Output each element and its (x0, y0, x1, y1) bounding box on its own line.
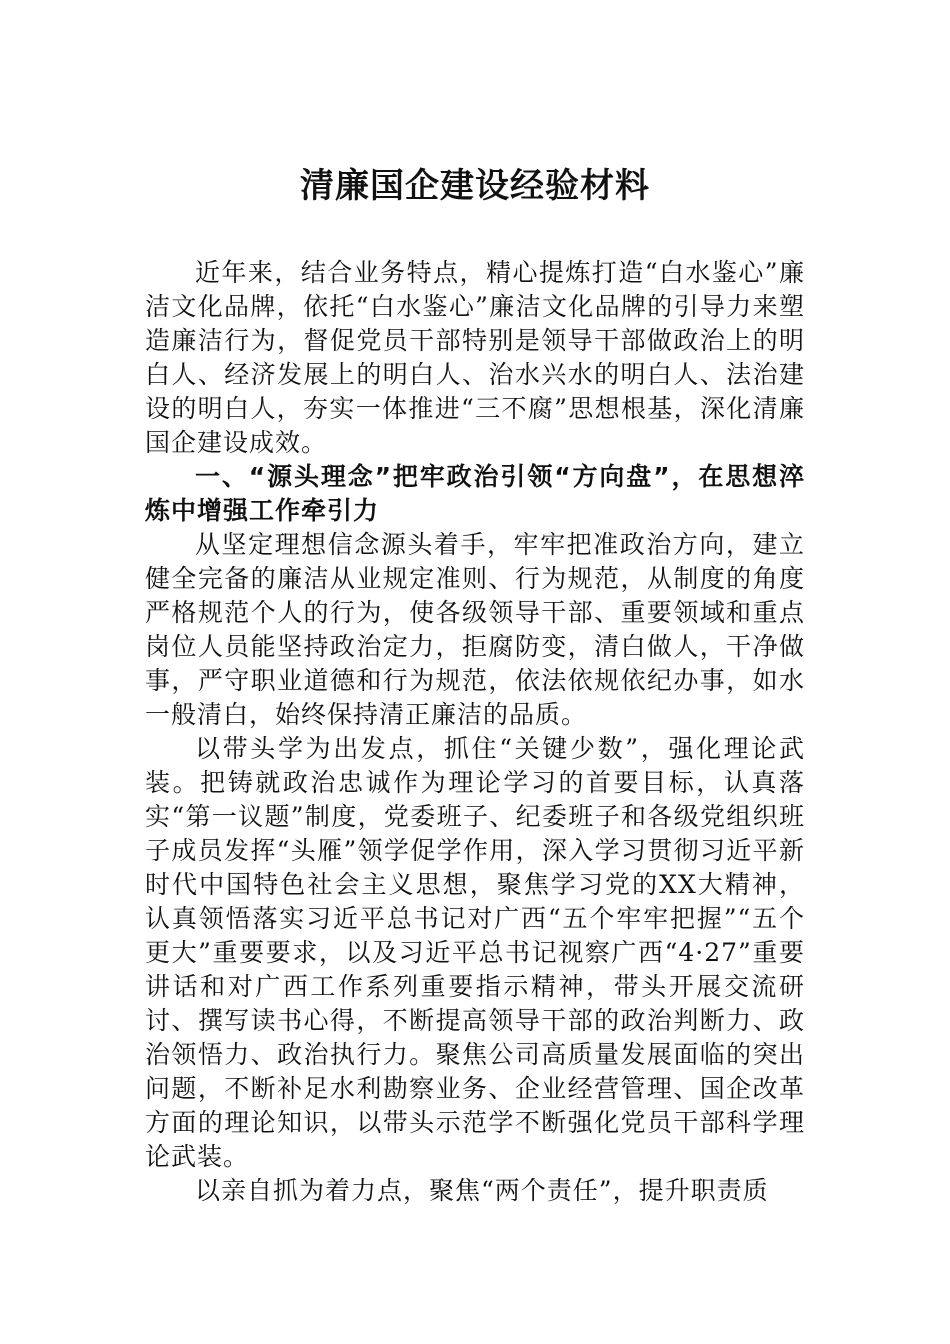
body-paragraph-3: 以亲自抓为着力点，聚焦“两个责任”，提升职责质 (195, 1176, 769, 1205)
document-title: 清廉国企建设经验材料 (300, 166, 650, 206)
section-heading-1: 一、“源头理念”把牢政治引领“方向盘”，在思想淬炼中增强工作牵引力 (145, 462, 805, 525)
intro-paragraph: 近年来，结合业务特点，精心提炼打造“白水鉴心”廉洁文化品牌，依托“白水鉴心”廉洁文化品牌的引导力来塑造廉洁行为，督促党员干部特别是领导干部做政治上的明白人、经济发展上的明白人、治水兴水的明白人、法治建设的明白人，夯实一体推进“三不腐”思想根基，深化清廉国企建设成效。 (145, 258, 805, 457)
body-paragraph-1: 从坚定理想信念源头着手，牢牢把准政治方向，建立健全完备的廉洁从业规定准则、行为规范，从制度的角度严格规范个人的行为，使各级领导干部、重要领域和重点岗位人员能坚持政治定力，拒腐防变，清白做人，干净做事，严守职业道德和行为规范，依法依规依纪办事，如水一般清白，始终保持清正廉洁的品质。 (145, 530, 805, 729)
body-paragraph-2: 以带头学为出发点，抓住“关键少数”，强化理论武装。把铸就政治忠诚作为理论学习的首要目标，认真落实“第一议题”制度，党委班子、纪委班子和各级党组织班子成员发挥“头雁”领学促学作用，深入学习贯彻习近平新时代中国特色社会主义思想，聚焦学习党的XX大精神，认真领悟落实习近平总书记对广西“五个牢牢把握”“五个更大”重要要求，以及习近平总书记视察广西“4·27”重要讲话和对广西工作系列重要指示精神，带头开展交流研讨、撰写读书心得，不断提高领导干部的政治判断力、政治领悟力、政治执行力。聚焦公司高质量发展面临的突出问题，不断补足水利勘察业务、企业经营管理、国企改革方面的理论知识，以带头示范学不断强化党员干部科学理论武装。 (145, 734, 805, 1171)
document-body (145, 256, 805, 1208)
